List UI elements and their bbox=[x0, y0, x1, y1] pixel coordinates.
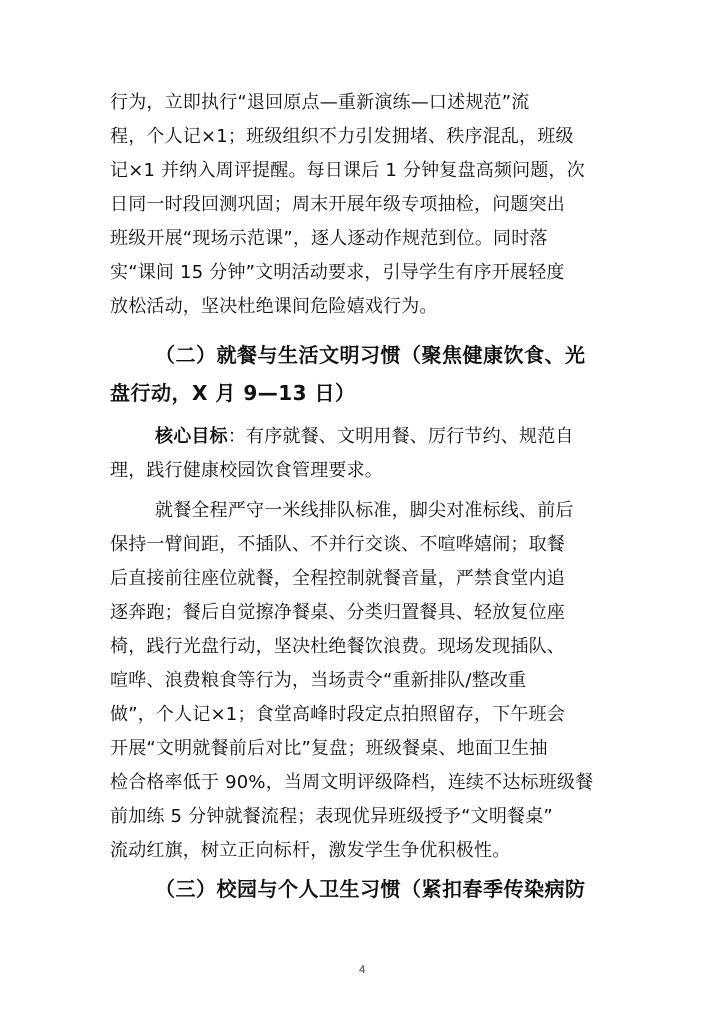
paragraph-line: 检合格率低于 90%，当周文明评级降档，连续不达标班级餐 bbox=[110, 772, 594, 793]
paragraph-line: 日同一时段回测巩固；周末开展年级专项抽检，问题突出 bbox=[110, 194, 565, 215]
section3-heading bbox=[110, 870, 630, 908]
section2-body-paragraph bbox=[110, 494, 630, 868]
section1-end-paragraph bbox=[110, 86, 630, 324]
paragraph-line: 喧哗、浪费粮食等行为，当场责令“重新排队/整改重 bbox=[110, 670, 527, 691]
paragraph-line: 流动红旗，树立正向标杆，激发学生争优积极性。 bbox=[110, 840, 511, 861]
goal-label: 核心目标 bbox=[155, 426, 228, 447]
paragraph-line: 做”，个人记×1；食堂高峰时段定点拍照留存，下午班会 bbox=[110, 704, 566, 725]
paragraph-line: 放松活动，坚决杜绝课间危险嬉戏行为。 bbox=[110, 296, 438, 317]
paragraph-line: 后直接前往座位就餐，全程控制就餐音量，严禁食堂内追 bbox=[110, 568, 565, 589]
paragraph-line: 前加练 5 分钟就餐流程；表现优异班级授予“文明餐桌” bbox=[110, 806, 553, 827]
paragraph-line: 椅，践行光盘行动，坚决杜绝餐饮浪费。现场发现插队、 bbox=[110, 636, 565, 657]
paragraph-line: 逐奔跑；餐后自觉擦净餐桌、分类归置餐具、轻放复位座 bbox=[110, 602, 565, 623]
heading-line: 盘行动，X 月 9—13 日） bbox=[110, 381, 356, 405]
goal-line: 理，践行健康校园饮食管理要求。 bbox=[110, 460, 383, 481]
goal-line bbox=[110, 420, 630, 454]
page-number: 4 bbox=[358, 964, 366, 976]
paragraph-line: 记×1 并纳入周评提醒。每日课后 1 分钟复盘高频问题，次 bbox=[110, 160, 585, 181]
heading-line: （二）就餐与生活文明习惯（聚焦健康饮食、光 bbox=[155, 343, 586, 367]
paragraph-line: 开展“文明就餐前后对比”复盘；班级餐桌、地面卫生抽 bbox=[110, 738, 548, 759]
paragraph-line: 行为，立即执行“退回原点—重新演练—口述规范”流 bbox=[110, 92, 530, 113]
paragraph-line: 程，个人记×1；班级组织不力引发拥堵、秩序混乱，班级 bbox=[110, 126, 574, 147]
section2-goal-paragraph bbox=[110, 420, 630, 488]
paragraph-line: 实“课间 15 分钟”文明活动要求，引导学生有序开展轻度 bbox=[110, 262, 565, 283]
paragraph-line: 班级开展“现场示范课”，逐人逐动作规范到位。同时落 bbox=[110, 228, 548, 249]
paragraph-line: 就餐全程严守一米线排队标准，脚尖对准标线、前后 bbox=[155, 500, 574, 521]
paragraph-line: 保持一臂间距，不插队、不并行交谈、不喧哗嬉闹；取餐 bbox=[110, 534, 565, 555]
section2-heading bbox=[110, 336, 630, 412]
goal-text: ：有序就餐、文明用餐、厉行节约、规范自 bbox=[227, 426, 574, 447]
heading-line: （三）校园与个人卫生习惯（紧扣春季传染病防 bbox=[155, 877, 586, 901]
